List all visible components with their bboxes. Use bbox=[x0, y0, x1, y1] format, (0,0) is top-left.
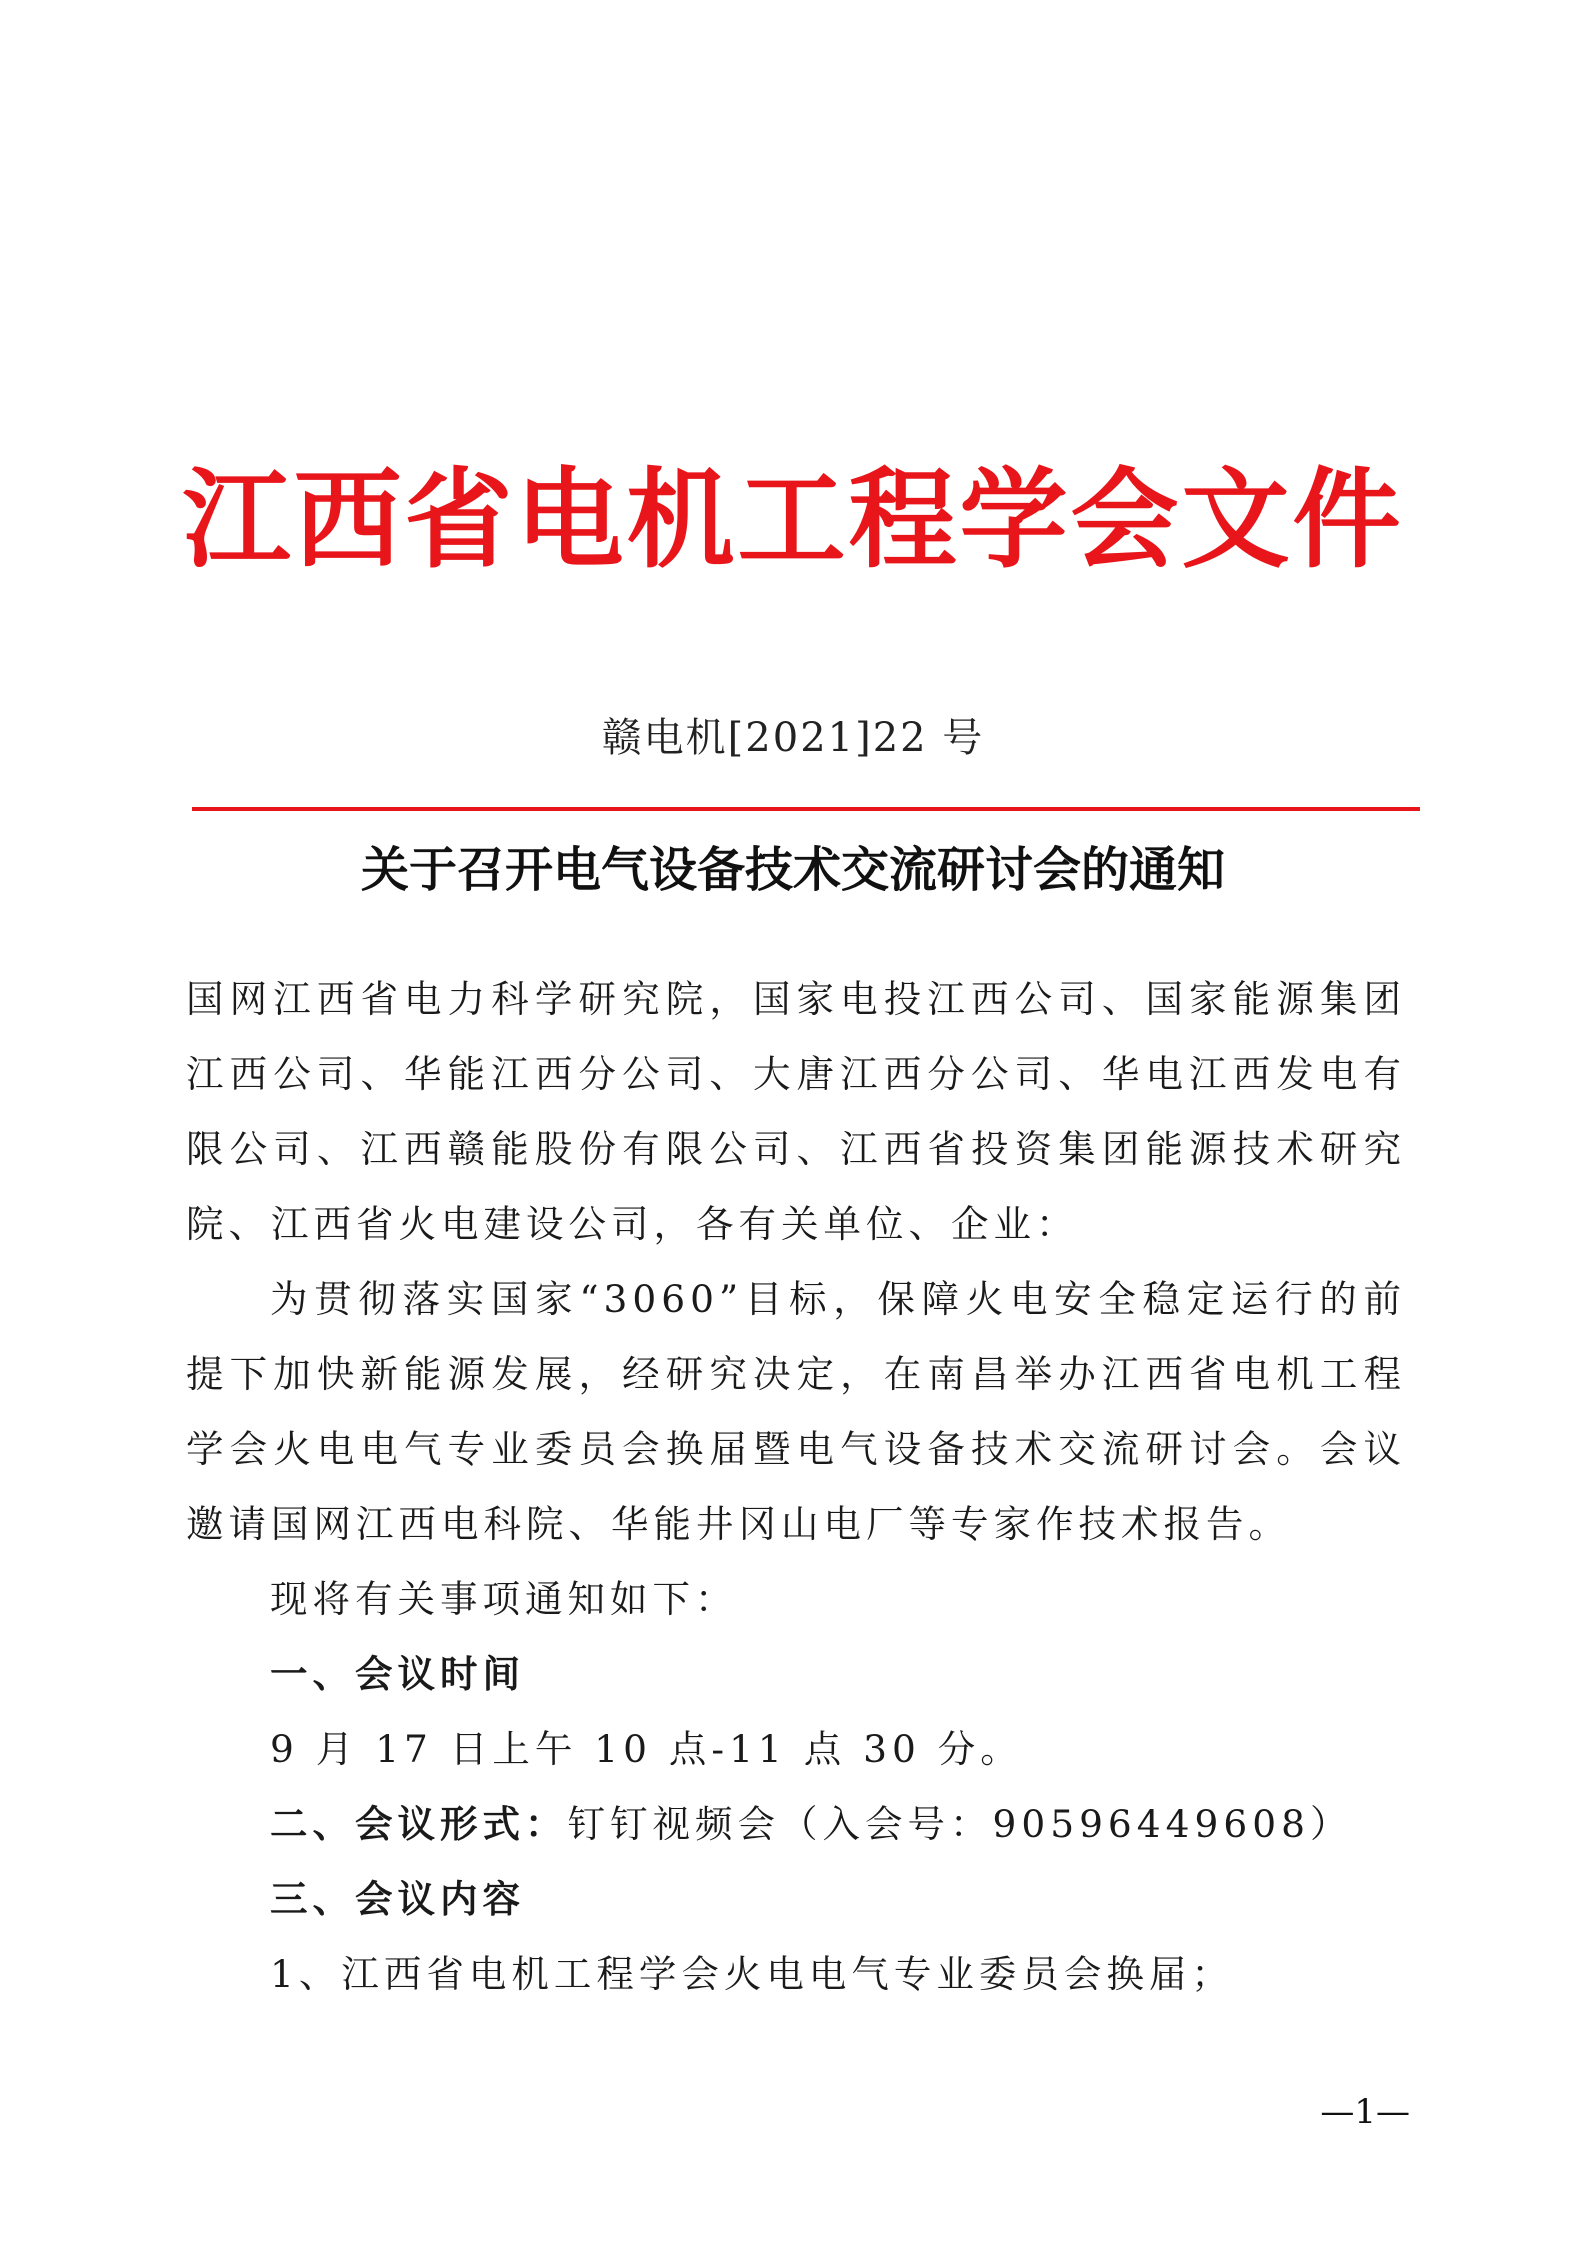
section-heading-time-label: 一、会议时间 bbox=[270, 1652, 525, 1696]
section-content-item-1: 1、江西省电机工程学会火电电气专业委员会换届； bbox=[270, 1952, 1234, 1996]
section-heading-content-label: 三、会议内容 bbox=[270, 1877, 525, 1921]
section-time-text: 9 月 17 日上午 10 点-11 点 30 分。 bbox=[270, 1727, 1023, 1771]
recipients-paragraph: 国网江西省电力科学研究院，国家电投江西公司、国家能源集团江西公司、华能江西分公司、大唐江西分公司、华电江西发电有限公司、江西赣能股份有限公司、江西省投资集团能源技术研究院、江西省火电建设公司，各有关单位、企业： bbox=[186, 977, 1406, 1246]
section-heading-content bbox=[186, 1862, 1406, 1937]
section-heading-format bbox=[186, 1787, 1406, 1862]
section-format-text: 钉钉视频会（入会号：90596449608） bbox=[567, 1802, 1353, 1846]
document-number: 赣电机[2021]22 号 bbox=[601, 715, 985, 761]
document-header-title: 江西省电机工程学会文件 bbox=[182, 457, 1404, 583]
section-heading-format-label: 二、会议形式： bbox=[270, 1802, 568, 1846]
document-body bbox=[186, 962, 1406, 2012]
red-divider-line bbox=[192, 807, 1420, 811]
section-heading-time bbox=[186, 1637, 1406, 1712]
page-number: —1— bbox=[1320, 2092, 1410, 2132]
notice-title: 关于召开电气设备技术交流研讨会的通知 bbox=[360, 842, 1225, 898]
intro-paragraph: 为贯彻落实国家“3060”目标，保障火电安全稳定运行的前提下加快新能源发展，经研究决定，在南昌举办江西省电机工程学会火电电气专业委员会换届暨电气设备技术交流研讨会。会议邀请国网江西电科院、华能井冈山电厂等专家作技术报告。 bbox=[186, 1277, 1406, 1546]
lead-paragraph: 现将有关事项通知如下： bbox=[270, 1577, 738, 1621]
